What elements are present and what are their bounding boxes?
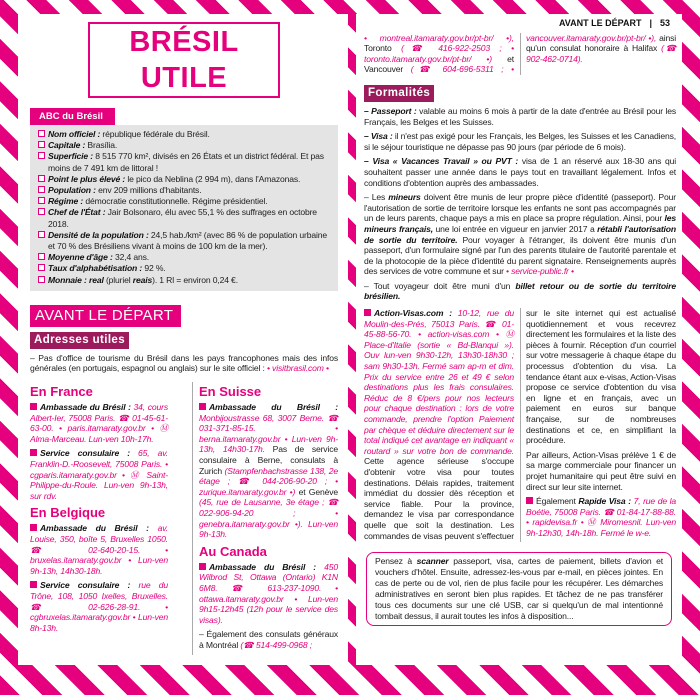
suisse-addresses — [199, 402, 338, 540]
checkbox-bullet-icon — [38, 276, 45, 283]
bold-label: Ambassade du Brésil : — [209, 402, 338, 413]
checkbox-bullet-icon — [38, 253, 45, 260]
checkbox-bullet-icon — [38, 231, 45, 238]
square-bullet-icon — [30, 581, 37, 588]
paragraph — [364, 156, 676, 188]
canada-continuation — [364, 33, 676, 75]
body-text: ). 1 Rl = environ 0,24 €. — [152, 274, 238, 285]
bold-label: scanner — [416, 555, 449, 566]
bold-label: Point le plus élevé : — [48, 173, 126, 184]
bold-label: les mineurs français, — [364, 213, 676, 234]
paragraph — [526, 450, 676, 492]
bold-label: billet retour ou de sortie du territoire brésilien. — [364, 280, 676, 302]
contact-info-text: (☎ 416-922-2503 ; • toronto.itamaraty.gov.br/pt-br/ •) — [364, 43, 514, 64]
paragraph — [30, 448, 168, 501]
formalites-heading: Formalités — [364, 85, 434, 102]
square-bullet-icon — [30, 524, 37, 531]
section-heading-avant-le-depart: AVANT LE DÉPART — [30, 305, 181, 327]
contact-info-text: Monbijoustrasse 68, 3007 Berne. ☎ 031-371-85-15. • berna.itamaraty.gov.br • Lun-ven 9h-13h, 14h30-17h. — [199, 412, 338, 455]
body-text: env 209 millions d'habitants. — [95, 185, 202, 196]
body-text: valable au moins 6 mois à partir de la date d'entrée au Brésil pour les Français, les Belges et les Suisses. — [364, 105, 676, 127]
paragraph — [364, 131, 676, 152]
bold-label: – Passeport : — [364, 105, 417, 116]
checkbox-bullet-icon — [38, 264, 45, 271]
checkbox-bullet-icon — [38, 130, 45, 137]
body-text: – Également des consulats généraux à Montréal — [199, 629, 338, 650]
contact-info-text: • service-public.fr • — [506, 266, 574, 277]
paragraph — [30, 523, 168, 576]
abc-item — [38, 129, 330, 140]
body-text: il n'est pas exigé pour les Français, les Belges, les Suisses et les Canadiens, si le séjour touristique ne dépasse pas 90 jours (par période de 6 mois). — [364, 131, 676, 152]
bold-label: Densité de la population : — [48, 229, 149, 240]
body-text: 8 515 770 km², divisés en 26 États et un district fédéral. Et pas moins de 7 491 km de littoral ! — [48, 151, 324, 173]
body-text: république fédérale du Brésil. — [100, 129, 210, 139]
bold-label: Rapide Visa : — [578, 496, 631, 507]
body-text: et Vancouver — [364, 53, 514, 75]
body-text: 24,5 hab./km² (avec 86 % de population urbaine et 70 % des Brésiliens vivant à moins de 100 km de la mer). — [48, 229, 327, 252]
bold-label: Superficie : — [48, 151, 93, 162]
au-canada-heading: Au Canada — [199, 543, 267, 559]
body-text: une loi entrée en vigueur en janvier 2017 a — [432, 223, 598, 234]
bold-label: Moyenne d'âge : — [48, 252, 113, 263]
paragraph — [199, 402, 338, 540]
body-text: le pico da Neblina (2 994 m), dans l'Amazonas. — [125, 173, 301, 184]
intro-paragraph — [30, 353, 338, 374]
body-text: Cette agence sérieuse s'occupe d'obtenir votre visa pour toutes destinations. Délais rapides, traitement immédiat du dossier dès réception et service fiable. Pour la province, demandez le visa par correspondance quelle que soit la destination. Les commandes de visas peuvent s'effectuer sur le site internet qui est actualisé quotidiennement et vous recevrez directement les formulaires et la liste des pièces à fournir. Réception d'un courriel sur votre messagerie à chaque étape du processus d'obtention du visa. La tendance étant aux e-visas, Action-Visas propose ce service d'obtention du visa en ligne et en français, avec un paiement en euros sur banque française, sur de nombreuses destinations et ce, en simplifiant la procédure. — [364, 308, 676, 541]
abc-item — [38, 230, 330, 252]
body-text: Brasília. — [85, 140, 118, 151]
contact-info-text: • montreal.itamaraty.gov.br/pt-br/ •), — [364, 32, 514, 43]
visa-agencies — [364, 308, 676, 542]
body-text: ainsi qu'un consulat honoraire à Halifax — [526, 32, 676, 54]
abc-item — [38, 252, 330, 263]
en-france-heading: En France — [30, 384, 93, 400]
addresses-column-right — [192, 382, 338, 654]
bold-label: Chef de l'État : — [48, 207, 106, 218]
body-text: Toronto — [364, 43, 402, 54]
contact-info-text: • visitbrasil.com • — [266, 363, 329, 374]
contact-info-text: rue du Trône, 108, 1050 Ixelles, Bruxelles. ☎ 02-626-28-91. • cgbruxelas.itamaraty.gov.br • Lun-ven 8h-13h. — [30, 580, 168, 633]
bold-label: – Visa « Vacances Travail » ou PVT : — [364, 156, 519, 167]
body-text: Par ailleurs, Action-Visas prélève 1 € de sa marge commerciale pour financer un projet humanitaire qui peut être suivi en direct sur leur site internet. — [526, 449, 676, 492]
body-text: Pensez à — [375, 555, 417, 566]
square-bullet-icon — [199, 403, 206, 410]
bold-label: rétabli l'autorisation de sortie du territoire. — [364, 223, 676, 245]
bold-label: reais — [132, 274, 153, 285]
bold-label: Population : — [48, 185, 96, 196]
abc-item — [38, 275, 330, 286]
body-text: Également — [536, 496, 579, 507]
adresses-utiles-heading: Adresses utiles — [30, 332, 129, 349]
square-bullet-icon — [526, 497, 533, 504]
bold-label: Ambassade du Brésil : — [40, 402, 131, 413]
body-text: doivent être munis de leur propre pièce d'identité (passeport). Pour l'autorisation de sortie de territoire lorsque les enfants ne sont pas accompagnés par un de leurs parents, chaque pays a mis en place sa propre régulation. Ainsi, pour — [364, 192, 676, 224]
body-text: (pluriel — [103, 274, 133, 285]
bold-label: Ambassade du Brésil : — [40, 523, 149, 534]
france-addresses — [30, 402, 168, 501]
contact-info-text: (45, rue de Lausanne, 3e étage ; ☎ 022-906-94-20 ; • genebra.itamaraty.gov.br •). Lun-ven 9h-13h. — [199, 497, 338, 540]
body-text: 92 %. — [142, 263, 166, 274]
contact-info-text: (☎ 902-462-0714). — [526, 43, 676, 64]
formalites-text — [364, 106, 676, 302]
body-text: Jair Bolsonaro, élu avec 55,1 % des suffrages en octobre 2018. — [48, 207, 317, 229]
square-bullet-icon — [364, 309, 371, 316]
bold-label: mineurs — [388, 192, 421, 203]
bold-label: Taux d'alphabétisation : — [48, 263, 143, 274]
abc-item — [38, 196, 330, 207]
bold-label: Action-Visas.com : — [374, 308, 452, 319]
page-title: BRÉSIL UTILE — [88, 22, 280, 98]
belgique-addresses — [30, 523, 168, 633]
abc-box — [30, 125, 338, 291]
paragraph — [199, 629, 338, 650]
square-bullet-icon — [199, 563, 206, 570]
abc-heading: ABC du Brésil — [30, 108, 115, 125]
header-section: AVANT LE DÉPART — [558, 18, 642, 28]
bold-label: Service consulaire : — [40, 448, 130, 459]
body-text: visa de 1 an réservé aux 18-30 ans qui souhaitent passer une année dans le pays tout en travaillant légalement. Infos et conditions d'obtention auprès des ambassades. — [364, 156, 676, 188]
bold-label: Nom officiel : — [48, 129, 101, 139]
bold-label: real — [86, 274, 104, 285]
body-text: démocratie constitutionnelle. Régime présidentiel. — [83, 196, 268, 207]
contact-info-text: (☎ 604-696-5311 ; • vancouver.itamaraty.gov.br/pt-br/ •), — [410, 32, 657, 75]
body-text: Pas de service consulaire à Berne, consulats à Zurich — [199, 444, 338, 476]
bold-label: – Visa : — [364, 131, 393, 142]
header-separator: | — [649, 18, 652, 28]
paragraph — [199, 562, 338, 626]
en-suisse-heading: En Suisse — [199, 384, 262, 400]
square-bullet-icon — [30, 449, 37, 456]
abc-item — [38, 174, 330, 185]
left-page — [18, 14, 348, 665]
bold-label: Régime : — [48, 196, 84, 207]
body-text: Pour voyager à l'étranger, ils doivent être munis d'un passeport, d'un formulaire signé par l'un des parents titulaire de l'autorité parentale et de la photocopie de la pièce d'identité du parent signataire. Renseignements auprès des services de votre commune et sur — [364, 234, 676, 277]
body-text: passeport, visa, cartes de paiement, billets d'avion et vouchers d'hôtel. Ensuite, adressez-les-vous par e-mail, en pièces jointes. En cas de perte ou de vol, rien de plus facile pour les récupérer. Les démarches administratives en seront bien plus rapides. Et tâchez de ne pas transférer tous ces documents sur une clé USB, car si quelqu'un de mal intentionné tombait dessus, il aurait toutes les infos à disposition... — [375, 555, 663, 621]
en-belgique-heading: En Belgique — [30, 505, 106, 521]
abc-item — [38, 151, 330, 173]
body-text: – Tout voyageur doit être muni d'un — [364, 280, 516, 291]
bold-label: Monnaie : — [48, 274, 87, 285]
paragraph — [30, 402, 168, 444]
contact-info-text: 450 Wilbrod St, Ottawa (Ontario) K1N 6M8. ☎ 613-237-1090. • ottawa.itamaraty.gov.br • Lun-ven 9h15-12h45 (12h pour le service des visas). — [199, 561, 338, 625]
scanner-tip-box — [366, 552, 672, 626]
paragraph — [364, 106, 676, 127]
addresses-columns — [30, 382, 338, 654]
abc-item — [38, 185, 330, 196]
checkbox-bullet-icon — [38, 186, 45, 193]
abc-item — [38, 207, 330, 229]
checkbox-bullet-icon — [38, 175, 45, 182]
paragraph — [364, 281, 676, 302]
paragraph — [30, 580, 168, 633]
contact-info-text: av. Louise, 350, boîte 5, Bruxelles 1050. ☎ 02-640-20-15. • bruxelas.itamaraty.gov.br • Lun-ven 9h-13h, 14h30-18h. — [30, 523, 168, 576]
bold-label: Service consulaire : — [40, 580, 131, 591]
paragraph — [364, 192, 676, 277]
contact-info-text: 65, av. Franklin-D.-Roosevelt, 75008 Paris. • cgparis.itamaraty.gov.br • Ⓜ Saint-Philippe-du-Roule. Lun-ven 9h-13h, sur rdv. — [30, 448, 168, 501]
abc-item — [38, 263, 330, 274]
abc-item — [38, 140, 330, 151]
body-text: – Pas d'office de tourisme du Brésil dans les pays francophones mais des infos générales (en portugais, espagnol ou anglais) sur le site officiel : — [30, 352, 338, 374]
checkbox-bullet-icon — [38, 197, 45, 204]
body-text: et Genève — [295, 486, 338, 497]
contact-info-text: (Stampfenbachstrasse 138, 2e étage ; ☎ 044-206-90-20 ; • zurique.itamaraty.gov.br •) — [199, 465, 338, 497]
square-bullet-icon — [30, 403, 37, 410]
running-header — [364, 18, 676, 33]
addresses-column-left — [30, 382, 168, 654]
body-text: – Les — [364, 192, 389, 203]
bold-label: Ambassade du Brésil : — [209, 561, 317, 572]
bold-label: Capitale : — [48, 140, 86, 151]
body-text: 32,4 ans. — [112, 252, 149, 263]
checkbox-bullet-icon — [38, 208, 45, 215]
canada-addresses — [199, 562, 338, 651]
right-page — [356, 14, 682, 665]
checkbox-bullet-icon — [38, 152, 45, 159]
contact-info-text: 34, cours Albert-Ier, 75008 Paris. ☎ 01-45-61-63-00. • paris.itamaraty.gov.br • Ⓜ Alma-Marceau. Lun-ven 10h-17h. — [30, 402, 168, 444]
contact-info-text: 10-12, rue du Moulin-des-Prés, 75013 Paris. ☎ 01-45-88-56-70. • action-visas.com • Ⓜ Place-d'Italie (sortie « Bd-Blanqui »). Ouv lun-ven 9h30-12h, 13h30-18h30 ; sam 9h30-13h. Fermé sam ap-m et dim. Prix du service entre 26 et 49 € selon destinations plus les frais consulaires. Réduc de 8 €/pers pour nos lecteurs pour chaque destination : lors de votre commande, prendre l'option Paiement par chèque et déduire directement sur le total indiqué cet avantage en indiquant « routard » sur votre bon de commande. — [364, 308, 514, 456]
paragraph — [526, 496, 676, 538]
checkbox-bullet-icon — [38, 141, 45, 148]
page-number: 53 — [659, 18, 670, 28]
contact-info-text: (☎ 514-499-0968 ; — [240, 639, 313, 650]
contact-info-text: 7, rue de la Boétie, 75008 Paris. ☎ 01-84-17-88-88. • rapidevisa.fr • Ⓜ Miromesnil. Lun-ven 9h-12h30, 14h-18h. Fermé le w-e. — [526, 496, 677, 538]
